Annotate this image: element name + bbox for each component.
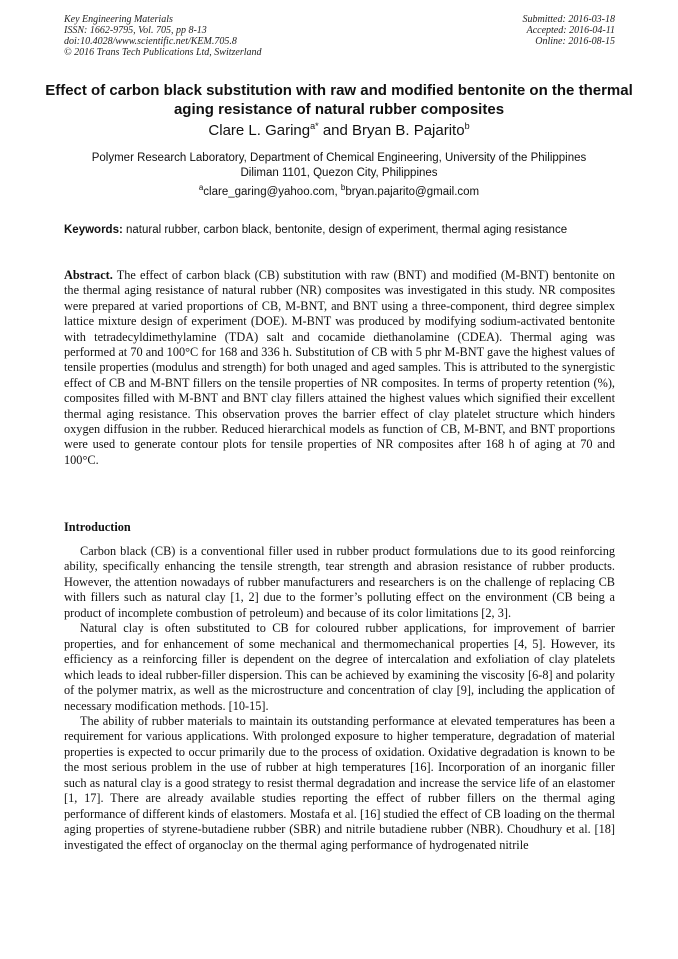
journal-name: Key Engineering Materials — [64, 14, 173, 25]
author-1-affil-mark: a* — [310, 121, 319, 131]
abstract-label: Abstract. — [64, 268, 113, 282]
author-2-affil-mark: b — [464, 121, 470, 131]
author-1: Clare L. Garing — [208, 122, 311, 139]
keywords — [64, 223, 614, 238]
author-conjunction: and — [322, 122, 348, 139]
email-b-mark: b — [340, 183, 346, 192]
affiliation-line-1: Polymer Research Laboratory, Department of Chemical Engineering, University of the Philippines — [91, 152, 587, 164]
keywords-label: Keywords: — [64, 224, 123, 236]
journal-header — [64, 14, 262, 58]
doi-line[interactable]: doi:10.4028/www.scientific.net/KEM.705.8 — [64, 36, 237, 47]
email-a-mark: a — [198, 183, 204, 192]
online-date: Online: 2016-08-15 — [535, 36, 615, 47]
submitted-date: Submitted: 2016-03-18 — [522, 14, 615, 25]
author-emails — [40, 185, 638, 200]
keywords-text: natural rubber, carbon black, bentonite, design of experiment, thermal aging resistance — [126, 224, 568, 236]
email-b[interactable]: bryan.pajarito@gmail.com — [345, 186, 480, 198]
email-a[interactable]: clare_garing@yahoo.com, — [203, 186, 338, 198]
paper-title: Effect of carbon black substitution with raw and modified bentonite on the thermal aging resistance of natural rubber composites — [45, 82, 633, 118]
dates-header — [523, 14, 616, 47]
intro-paragraph-3: The ability of rubber materials to maintain its outstanding performance at elevated temperatures has been a requirement for various applications. With prolonged exposure to higher temperature, degradation of material properties is expected to occur primarily due to the process of oxidation. Oxidative degradation is known to be the most serious problem in the use of rubber at high temperatures [16]. Incorporation of an inorganic filler such as natural clay is a good strategy to resist thermal degradation and increase the service life of an elastomer [1, 17]. There are already available studies reporting the effect of rubber fillers on the thermal aging performance of different kinds of elastomers. Mostafa et al. [16] studied the effect of CB loading on the thermal aging properties of styrene-butadiene rubber (SBR) and nitrile butadiene rubber (NBR). Choudhury et al. [18] investigated the effect of organoclay on the thermal aging performance of hydrogenated nitrile — [64, 713, 615, 852]
introduction-heading: Introduction — [64, 520, 131, 534]
intro-paragraph-2: Natural clay is often substituted to CB for coloured rubber applications, for improvement of barrier properties, and for enhancement of some mechanical and thermomechanical properties [4, 5]. However, its efficiency as a reinforcing filler is dependent on the degree of intercalation and exfoliation of clay platelets which leads to ideal rubber-filler dispersion. This can be achieved by examining the viscosity [6-8] and polarity of the polymer matrix, as well as the microstructure and concentration of clay [9], including the application of necessary modification methods. [10-15]. — [64, 621, 615, 713]
abstract — [64, 268, 615, 468]
copyright-line: © 2016 Trans Tech Publications Ltd, Switzerland — [64, 47, 262, 58]
introduction-body — [64, 544, 615, 853]
author-line — [40, 122, 638, 140]
author-2: Bryan B. Pajarito — [352, 122, 465, 139]
abstract-text: The effect of carbon black (CB) substitution with raw (BNT) and modified (M-BNT) bentonite on the thermal aging resistance of natural rubber (NR) composites was investigated in this study. NR composites were prepared at varied proportions of CB, M-BNT, and BNT using a three-component, third degree simplex lattice mixture design of experiment (DOE). M-BNT was produced by modifying sodium-activated bentonite with tetradecyldimethylamine (TDA) salt and cocamide diethanolamine (CDEA). Thermal aging was performed at 70 and 100°C for 168 and 336 h. Substitution of CB with 5 phr M-BNT gave the highest values of tensile properties (modulus and strength) for both unaged and aged samples. This is attributed to the synergistic effect of CB and M-BNT fillers on the tensile properties of NR composites. In terms of property retention (%), composites filled with M-BNT and BNT clay fillers attained the highest values which signified their excellent thermal aging resistance. This observation proves the barrier effect of clay platelet structure which hinders oxygen diffusion in the rubber. Reduced hierarchical models as function of CB, M-BNT, and BNT proportions were used to generate contour plots for tensile properties of NR composites after 168 h of aging at 70 and 100°C. — [64, 268, 615, 467]
affiliation — [50, 151, 628, 181]
issn-line: ISSN: 1662-9795, Vol. 705, pp 8-13 — [64, 25, 207, 36]
accepted-date: Accepted: 2016-04-11 — [526, 25, 615, 36]
intro-paragraph-1: Carbon black (CB) is a conventional filler used in rubber product formulations due to its good reinforcing ability, specifically enhancing the tensile strength, tear strength and abrasion resistance of rubber products. However, the attention nowadays of rubber manufacturers and researchers is on the challenge of replacing CB with fillers such as natural clay [1, 2] due to the former’s polluting effect on the environment (CB being a product of incomplete combustion of petroleum) and because of its color limitations [2, 3]. — [64, 544, 615, 620]
affiliation-line-2: Diliman 1101, Quezon City, Philippines — [240, 167, 438, 179]
